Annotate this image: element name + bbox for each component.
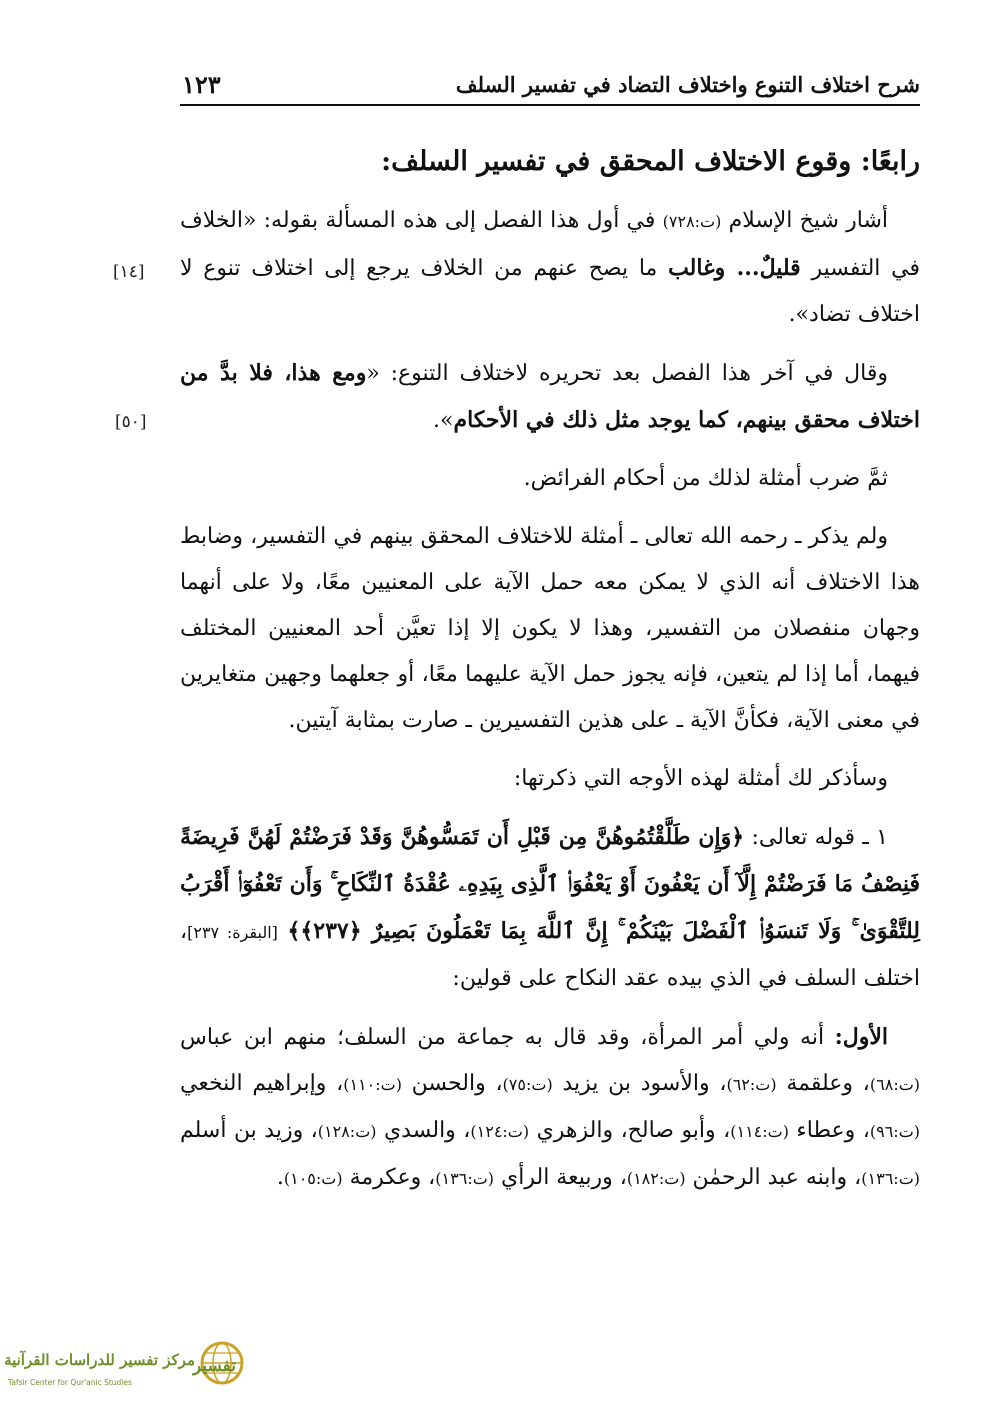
- p7-seg: ، وزيد بن أسلم: [180, 1118, 318, 1143]
- p1-end: ما يصح عنهم من الخلاف يرجع إلى اختلاف تنوع لا اختلاف تضاد».: [180, 256, 920, 327]
- header-title: شرح اختلاف التنوع واختلاف التضاد في تفسير السلف: [455, 72, 920, 97]
- paragraph-7: [180, 1014, 920, 1202]
- p7-death-note: (ت:٩٦): [869, 1122, 920, 1141]
- logo-mark: تفسير: [192, 1356, 236, 1376]
- running-header: [180, 70, 920, 106]
- logo-english-name: Tafsir Center for Qur'anic Studies: [8, 1378, 132, 1387]
- quran-verse: ﴿وَإِن طَلَّقْتُمُوهُنَّ مِن قَبْلِ أَن تَمَسُّوهُنَّ وَقَدْ فَرَضْتُمْ لَهُنَّ فَرِيضَةً فَنِصْفُ مَا فَرَضْتُمْ إِلَّآ أَن يَعْفُونَ أَوْ يَعْفُوَا۟ ٱلَّذِى بِيَدِهِۦ عُقْدَةُ ٱلنِّكَاحِ ۚ وَأَن تَعْفُوٓا۟ أَقْرَبُ لِلتَّقْوَىٰ ۚ وَلَا تَنسَوُا۟ ٱلْفَضْلَ بَيْنَكُمْ ۚ إِنَّ ٱللَّهَ بِمَا تَعْمَلُونَ بَصِيرٌ ﴿٢٣٧﴾﴾: [180, 824, 920, 944]
- p7-seg: ، والأسود بن يزيد: [552, 1071, 727, 1096]
- p7-seg: ، والحسن: [401, 1071, 503, 1096]
- paragraph-1: [180, 198, 920, 338]
- margin-reference-1: [١٤]: [113, 262, 145, 282]
- p6-end: ، اختلف السلف في الذي بيده عقد النكاح على قولين:: [180, 919, 920, 991]
- p7-death-note: (ت:١٨٢): [626, 1169, 686, 1188]
- p7-label: الأول:: [834, 1024, 888, 1050]
- logo-arabic-name: مركز تفسير للدراسات القرآنية: [4, 1351, 195, 1369]
- p1-death-note: (ت:٧٢٨): [662, 212, 722, 231]
- p2-bold: ومع هذا، فلا بدَّ من اختلاف محقق بينهم، كما يوجد مثل ذلك في الأحكام: [180, 360, 920, 433]
- p7-seg: .: [276, 1165, 284, 1190]
- p7-seg: ، وعطاء: [788, 1118, 870, 1143]
- verse-source: [البقرة: ٢٣٧]: [187, 923, 278, 942]
- section-heading: رابعًا: وقوع الاختلاف المحقق في تفسير السلف:: [381, 146, 920, 177]
- tafsir-center-logo: [0, 1335, 270, 1395]
- p1-bold: قليلٌ... وغالب: [668, 255, 801, 281]
- p7-seg: ، والسدي: [376, 1118, 471, 1143]
- p7-death-note: (ت:١٢٨): [317, 1122, 377, 1141]
- p6-intro: ١ ـ قوله تعالى:: [744, 825, 888, 850]
- paragraph-5: وسأذكر لك أمثلة لهذه الأوجه التي ذكرتها:: [513, 766, 888, 791]
- body-text: [180, 140, 920, 1214]
- p7-seg: ، وعلقمة: [776, 1071, 870, 1096]
- p7-death-note: (ت:٦٨): [869, 1075, 921, 1094]
- paragraph-4: ولم يذكر ـ رحمه الله تعالى ـ أمثلة للاختلاف المحقق بينهم في التفسير، وضابط هذا الاختلاف أنه الذي لا يمكن معه حمل الآية على المعنيين معًا، ولا على أنهما وجهان منفصلان من التفسير، وهذا لا يكون إلا إذا تعيَّن أحد المعنيين المختلف فيهما، أما إذا لم يتعين، فإنه يجوز حمل الآية عليهما معًا، أو جعلهما وجهين متغايرين في معنى الآية، فكأنَّ الآية ـ على هذين التفسيرين ـ صارت بمثابة آيتين.: [180, 524, 920, 733]
- margin-reference-2: [٥٠]: [115, 412, 147, 432]
- p7-seg: ، وأبو صالح، والزهري: [529, 1118, 731, 1143]
- p2-end: ».: [433, 408, 454, 433]
- p7-death-note: (ت:١٠٥): [283, 1169, 343, 1188]
- page-number: ١٢٣: [182, 70, 221, 99]
- p7-seg: ، وعكرمة: [342, 1165, 436, 1190]
- p7-death-note: (ت:١١٠): [343, 1075, 402, 1094]
- p2-intro: وقال في آخر هذا الفصل بعد تحريره لاختلاف التنوع: «: [366, 361, 888, 386]
- p1-mid: في أول هذا الفصل إلى هذه المسألة بقوله: «الخلاف في التفسير: [180, 208, 921, 281]
- p7-death-note: (ت:٦٢): [726, 1075, 777, 1094]
- paragraph-6: [180, 814, 920, 1002]
- p7-death-note: (ت:١٣٦): [861, 1169, 920, 1188]
- p7-death-note: (ت:٧٥): [502, 1075, 553, 1094]
- p7-death-note: (ت:١٣٦): [435, 1169, 495, 1188]
- p7-seg: ، وربيعة الرأي: [494, 1165, 627, 1190]
- paragraph-3: ثمَّ ضرب أمثلة لذلك من أحكام الفرائض.: [523, 466, 888, 491]
- p7-seg: أنه ولي أمر المرأة، وقد قال به جماعة من السلف؛ منهم ابن عباس: [180, 1025, 835, 1050]
- p7-death-note: (ت:١٢٤): [470, 1122, 530, 1141]
- paragraph-2: [180, 350, 920, 444]
- p7-seg: ، وإبراهيم النخعي: [180, 1071, 344, 1096]
- p7-death-note: (ت:١١٤): [730, 1122, 789, 1141]
- p1-intro: أشار شيخ الإسلام: [721, 208, 889, 233]
- p7-seg: ، وابنه عبد الرحمٰن: [685, 1165, 862, 1190]
